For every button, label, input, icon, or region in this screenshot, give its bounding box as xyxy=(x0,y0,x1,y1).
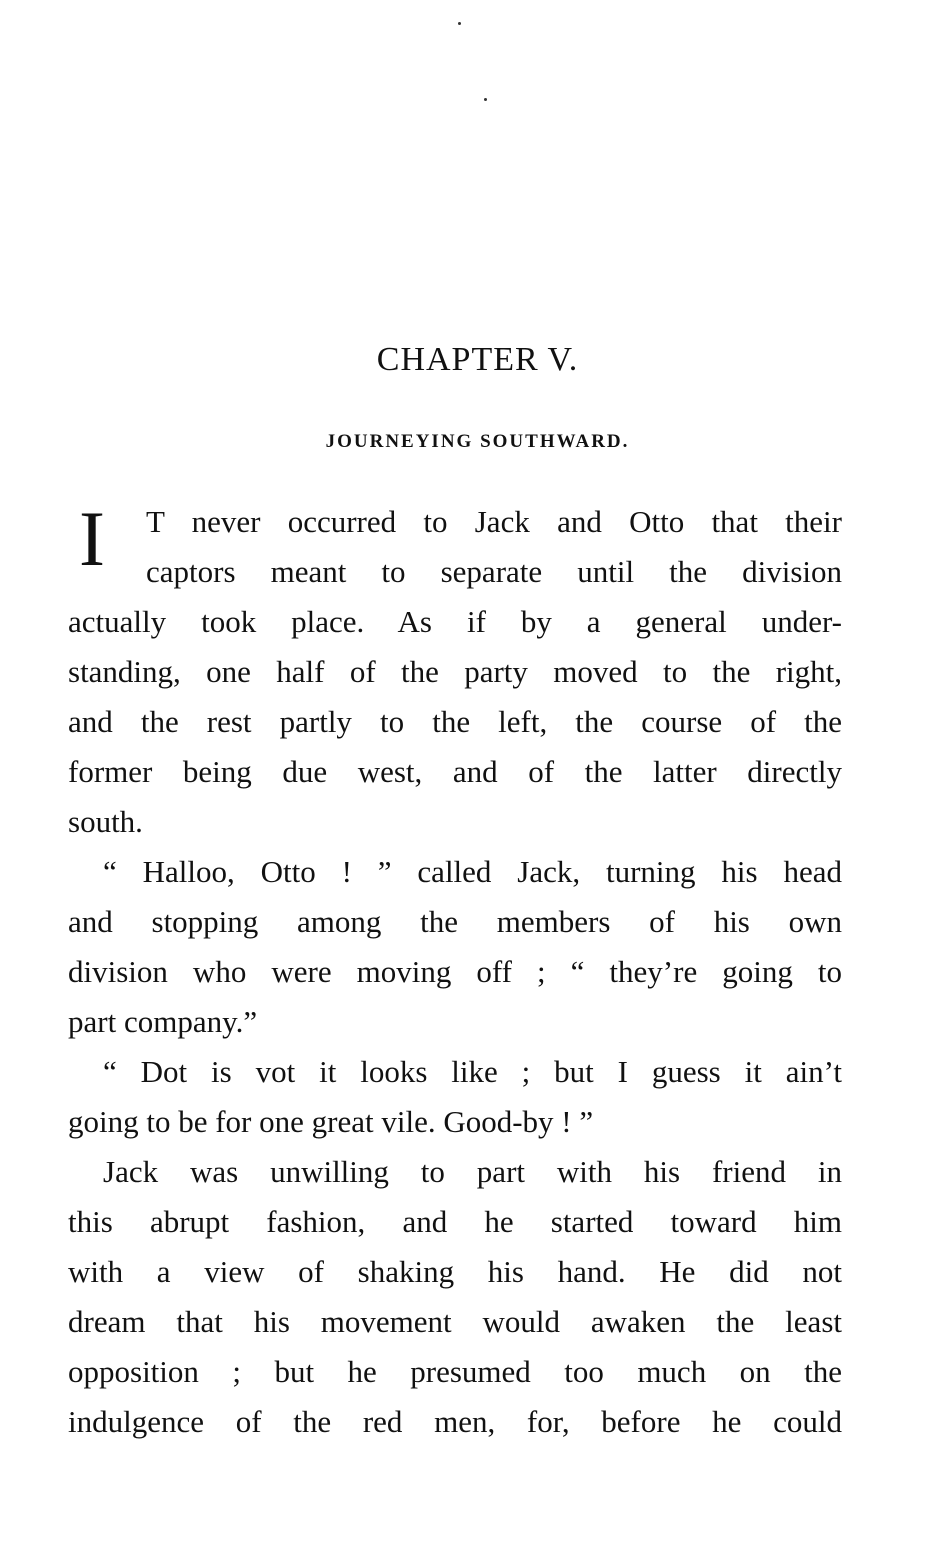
text-line: this abrupt fashion, and he started toward him xyxy=(68,1204,842,1239)
text-line: dream that his movement would awaken the least xyxy=(68,1304,842,1339)
text-line: captors meant to separate until the division xyxy=(146,554,842,589)
text-line: south. xyxy=(68,804,143,839)
text-line: part company.” xyxy=(68,1004,258,1039)
text-line: “ Halloo, Otto ! ” called Jack, turning his head xyxy=(103,854,842,889)
text-line: “ Dot is vot it looks like ; but I guess it ain’t xyxy=(103,1054,842,1089)
chapter-subtitle: JOURNEYING SOUTHWARD. xyxy=(325,431,630,452)
text-line: indulgence of the red men, for, before he could xyxy=(68,1404,842,1439)
text-line: with a view of shaking his hand. He did not xyxy=(68,1254,842,1289)
text-line: opposition ; but he presumed too much on the xyxy=(68,1354,842,1389)
text-line: former being due west, and of the latter directly xyxy=(68,754,842,789)
text-line: going to be for one great vile. Good-by ! ” xyxy=(68,1104,594,1139)
drop-cap: I xyxy=(79,495,105,582)
body-text xyxy=(68,497,842,1447)
page-speck xyxy=(458,22,461,25)
text-line: and the rest partly to the left, the course of the xyxy=(68,704,842,739)
text-line: T never occurred to Jack and Otto that their xyxy=(146,504,842,539)
text-line: and stopping among the members of his own xyxy=(68,904,842,939)
page-speck xyxy=(484,98,487,101)
text-line: Jack was unwilling to part with his friend in xyxy=(103,1154,842,1189)
chapter-title: CHAPTER V. xyxy=(376,341,579,378)
text-line: division who were moving off ; “ they’re going to xyxy=(68,954,842,989)
text-line: actually took place. As if by a general under- xyxy=(68,604,842,639)
text-line: standing, one half of the party moved to the right, xyxy=(68,654,842,689)
